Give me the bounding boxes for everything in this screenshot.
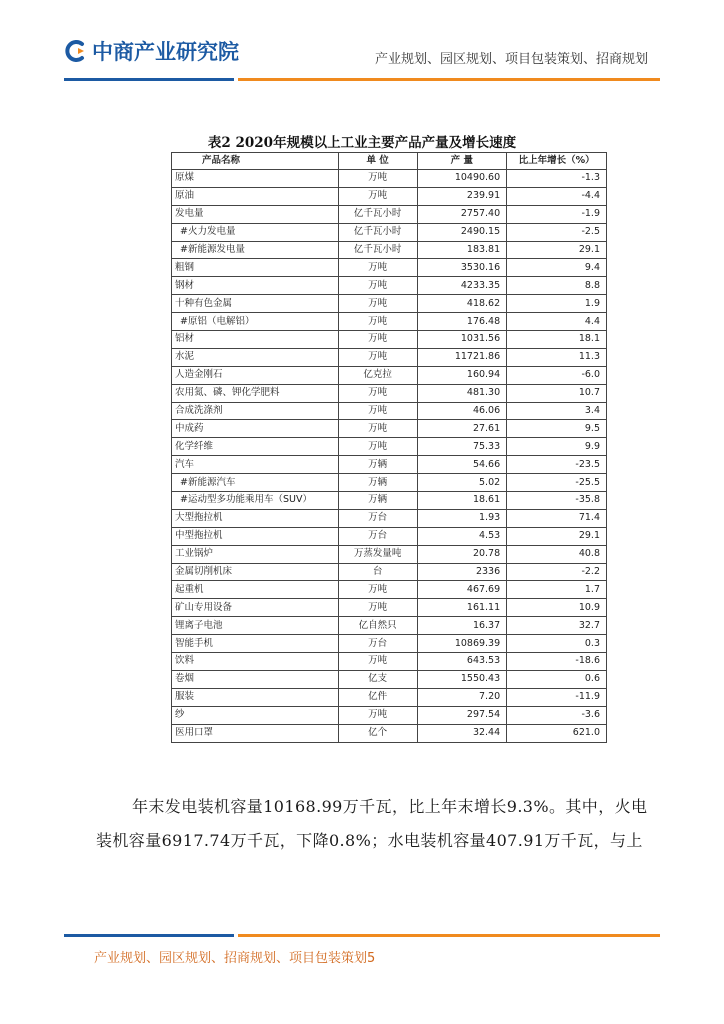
table-row	[172, 599, 607, 617]
cell-growth: 9.9	[507, 438, 607, 456]
cell-unit: 万吨	[338, 653, 417, 671]
table-row	[172, 295, 607, 313]
cell-output: 27.61	[417, 420, 507, 438]
cell-growth: -1.9	[507, 205, 607, 223]
header-tagline: 产业规划、园区规划、项目包装策划、招商规划	[374, 52, 648, 67]
cell-unit: 亿自然只	[338, 617, 417, 635]
table-row	[172, 635, 607, 653]
cell-output: 5.02	[417, 474, 507, 492]
cell-output: 32.44	[417, 724, 507, 742]
table-row	[172, 241, 607, 259]
cell-output: 54.66	[417, 456, 507, 474]
cell-product-name: 合成洗涤剂	[172, 402, 339, 420]
cell-growth: -25.5	[507, 474, 607, 492]
cell-unit: 万吨	[338, 599, 417, 617]
column-header-unit: 单 位	[338, 153, 417, 170]
cell-product-name: 农用氮、磷、钾化学肥料	[172, 384, 339, 402]
cell-unit: 亿千瓦小时	[338, 223, 417, 241]
cell-unit: 万吨	[338, 277, 417, 295]
cell-output: 20.78	[417, 545, 507, 563]
cell-output: 1550.43	[417, 670, 507, 688]
cell-growth: 1.9	[507, 295, 607, 313]
body-paragraph-line-2: 装机容量6917.74万千瓦，下降0.8%；水电装机容量407.91万千瓦，与上	[96, 831, 643, 850]
table-row	[172, 456, 607, 474]
cell-product-name: 铝材	[172, 331, 339, 349]
cell-unit: 万吨	[338, 295, 417, 313]
logo-c-icon	[64, 39, 88, 63]
table-row	[172, 223, 607, 241]
cell-product-name: 卷烟	[172, 670, 339, 688]
cell-unit: 万吨	[338, 259, 417, 277]
cell-product-name: #新能源发电量	[172, 241, 339, 259]
cell-growth: 621.0	[507, 724, 607, 742]
cell-growth: 18.1	[507, 331, 607, 349]
footer-divider-orange	[238, 934, 660, 937]
cell-growth: -23.5	[507, 456, 607, 474]
cell-product-name: 人造金刚石	[172, 366, 339, 384]
cell-unit: 台	[338, 563, 417, 581]
cell-growth: 1.7	[507, 581, 607, 599]
cell-unit: 万辆	[338, 474, 417, 492]
cell-unit: 万台	[338, 527, 417, 545]
cell-unit: 万辆	[338, 492, 417, 510]
cell-growth: -2.2	[507, 563, 607, 581]
logo	[64, 36, 239, 66]
cell-product-name: 水泥	[172, 348, 339, 366]
cell-unit: 万吨	[338, 438, 417, 456]
cell-unit: 亿件	[338, 688, 417, 706]
cell-output: 1031.56	[417, 331, 507, 349]
cell-output: 4.53	[417, 527, 507, 545]
cell-product-name: #新能源汽车	[172, 474, 339, 492]
cell-product-name: 粗钢	[172, 259, 339, 277]
cell-unit: 万吨	[338, 348, 417, 366]
cell-output: 2757.40	[417, 205, 507, 223]
cell-unit: 万台	[338, 635, 417, 653]
cell-output: 16.37	[417, 617, 507, 635]
cell-output: 481.30	[417, 384, 507, 402]
cell-output: 183.81	[417, 241, 507, 259]
cell-product-name: 饮料	[172, 653, 339, 671]
cell-unit: 万台	[338, 509, 417, 527]
cell-output: 3530.16	[417, 259, 507, 277]
table-row	[172, 205, 607, 223]
cell-output: 2490.15	[417, 223, 507, 241]
table-body	[172, 170, 607, 743]
cell-unit: 亿千瓦小时	[338, 205, 417, 223]
cell-growth: 32.7	[507, 617, 607, 635]
column-header-product: 产品名称	[172, 153, 339, 170]
cell-product-name: #火力发电量	[172, 223, 339, 241]
cell-growth: 10.7	[507, 384, 607, 402]
table-row	[172, 402, 607, 420]
table-row	[172, 331, 607, 349]
cell-product-name: 原煤	[172, 170, 339, 188]
cell-growth: -6.0	[507, 366, 607, 384]
table-row	[172, 277, 607, 295]
cell-growth: 11.3	[507, 348, 607, 366]
cell-product-name: 矿山专用设备	[172, 599, 339, 617]
production-table	[171, 152, 607, 743]
cell-output: 176.48	[417, 313, 507, 331]
cell-unit: 亿千瓦小时	[338, 241, 417, 259]
cell-output: 4233.35	[417, 277, 507, 295]
cell-growth: -4.4	[507, 187, 607, 205]
cell-product-name: #运动型多功能乘用车（SUV）	[172, 492, 339, 510]
cell-growth: 0.6	[507, 670, 607, 688]
table-row	[172, 259, 607, 277]
cell-growth: -3.6	[507, 706, 607, 724]
cell-output: 160.94	[417, 366, 507, 384]
cell-growth: -2.5	[507, 223, 607, 241]
footer-tagline: 产业规划、园区规划、招商规划、项目包装策划	[94, 951, 368, 966]
cell-unit: 万吨	[338, 187, 417, 205]
table-row	[172, 706, 607, 724]
body-paragraph-line-1: 年末发电装机容量10168.99万千瓦，比上年末增长9.3%。其中，火电	[132, 797, 648, 816]
table-row	[172, 581, 607, 599]
table-row	[172, 366, 607, 384]
cell-unit: 亿支	[338, 670, 417, 688]
table-row	[172, 563, 607, 581]
footer-divider-blue	[64, 934, 234, 937]
cell-output: 239.91	[417, 187, 507, 205]
table-row	[172, 384, 607, 402]
cell-product-name: 纱	[172, 706, 339, 724]
cell-product-name: 大型拖拉机	[172, 509, 339, 527]
cell-output: 467.69	[417, 581, 507, 599]
page-header	[0, 0, 724, 90]
table-row	[172, 313, 607, 331]
cell-growth: 29.1	[507, 527, 607, 545]
cell-output: 161.11	[417, 599, 507, 617]
cell-growth: -11.9	[507, 688, 607, 706]
cell-output: 10490.60	[417, 170, 507, 188]
cell-unit: 万吨	[338, 313, 417, 331]
cell-product-name: 智能手机	[172, 635, 339, 653]
cell-product-name: 发电量	[172, 205, 339, 223]
cell-unit: 万吨	[338, 170, 417, 188]
page-footer	[94, 947, 375, 966]
cell-unit: 万吨	[338, 331, 417, 349]
cell-growth: 71.4	[507, 509, 607, 527]
cell-product-name: 服装	[172, 688, 339, 706]
cell-growth: 4.4	[507, 313, 607, 331]
cell-product-name: 医用口罩	[172, 724, 339, 742]
table-row	[172, 509, 607, 527]
cell-product-name: 中成药	[172, 420, 339, 438]
cell-product-name: 化学纤维	[172, 438, 339, 456]
cell-growth: -1.3	[507, 170, 607, 188]
table-row	[172, 670, 607, 688]
cell-unit: 万吨	[338, 402, 417, 420]
cell-growth: 3.4	[507, 402, 607, 420]
cell-product-name: 金属切削机床	[172, 563, 339, 581]
table-row	[172, 474, 607, 492]
table-row	[172, 420, 607, 438]
table-row	[172, 492, 607, 510]
cell-unit: 万蒸发量吨	[338, 545, 417, 563]
table-row	[172, 170, 607, 188]
cell-product-name: 原油	[172, 187, 339, 205]
cell-product-name: 起重机	[172, 581, 339, 599]
cell-output: 11721.86	[417, 348, 507, 366]
table-row	[172, 438, 607, 456]
table-row	[172, 617, 607, 635]
table-row	[172, 688, 607, 706]
header-divider-orange	[238, 78, 660, 81]
cell-growth: 8.8	[507, 277, 607, 295]
table-row	[172, 653, 607, 671]
table-row	[172, 527, 607, 545]
cell-output: 46.06	[417, 402, 507, 420]
cell-product-name: 工业锅炉	[172, 545, 339, 563]
logo-text: 中商产业研究院	[92, 40, 239, 64]
cell-unit: 万辆	[338, 456, 417, 474]
cell-unit: 万吨	[338, 420, 417, 438]
cell-growth: -18.6	[507, 653, 607, 671]
table-header-row	[172, 153, 607, 170]
cell-unit: 亿个	[338, 724, 417, 742]
column-header-growth: 比上年增长（%）	[507, 153, 607, 170]
table-row	[172, 187, 607, 205]
cell-unit: 万吨	[338, 706, 417, 724]
cell-growth: 10.9	[507, 599, 607, 617]
table-row	[172, 348, 607, 366]
cell-output: 18.61	[417, 492, 507, 510]
cell-output: 643.53	[417, 653, 507, 671]
cell-output: 418.62	[417, 295, 507, 313]
cell-output: 10869.39	[417, 635, 507, 653]
table-row	[172, 545, 607, 563]
cell-growth: 0.3	[507, 635, 607, 653]
cell-output: 2336	[417, 563, 507, 581]
cell-output: 297.54	[417, 706, 507, 724]
cell-product-name: 中型拖拉机	[172, 527, 339, 545]
cell-unit: 万吨	[338, 384, 417, 402]
header-divider-blue	[64, 78, 234, 81]
column-header-output: 产 量	[417, 153, 507, 170]
cell-output: 1.93	[417, 509, 507, 527]
cell-growth: 40.8	[507, 545, 607, 563]
cell-output: 7.20	[417, 688, 507, 706]
cell-product-name: 十种有色金属	[172, 295, 339, 313]
table-row	[172, 724, 607, 742]
cell-growth: 29.1	[507, 241, 607, 259]
cell-unit: 万吨	[338, 581, 417, 599]
page-number: 5	[367, 951, 376, 966]
cell-product-name: 汽车	[172, 456, 339, 474]
cell-product-name: 锂离子电池	[172, 617, 339, 635]
cell-growth: 9.5	[507, 420, 607, 438]
cell-unit: 亿克拉	[338, 366, 417, 384]
cell-output: 75.33	[417, 438, 507, 456]
cell-growth: -35.8	[507, 492, 607, 510]
cell-product-name: #原铝（电解铝）	[172, 313, 339, 331]
table-title: 表2 2020年规模以上工业主要产品产量及增长速度	[207, 135, 517, 151]
cell-product-name: 钢材	[172, 277, 339, 295]
cell-growth: 9.4	[507, 259, 607, 277]
